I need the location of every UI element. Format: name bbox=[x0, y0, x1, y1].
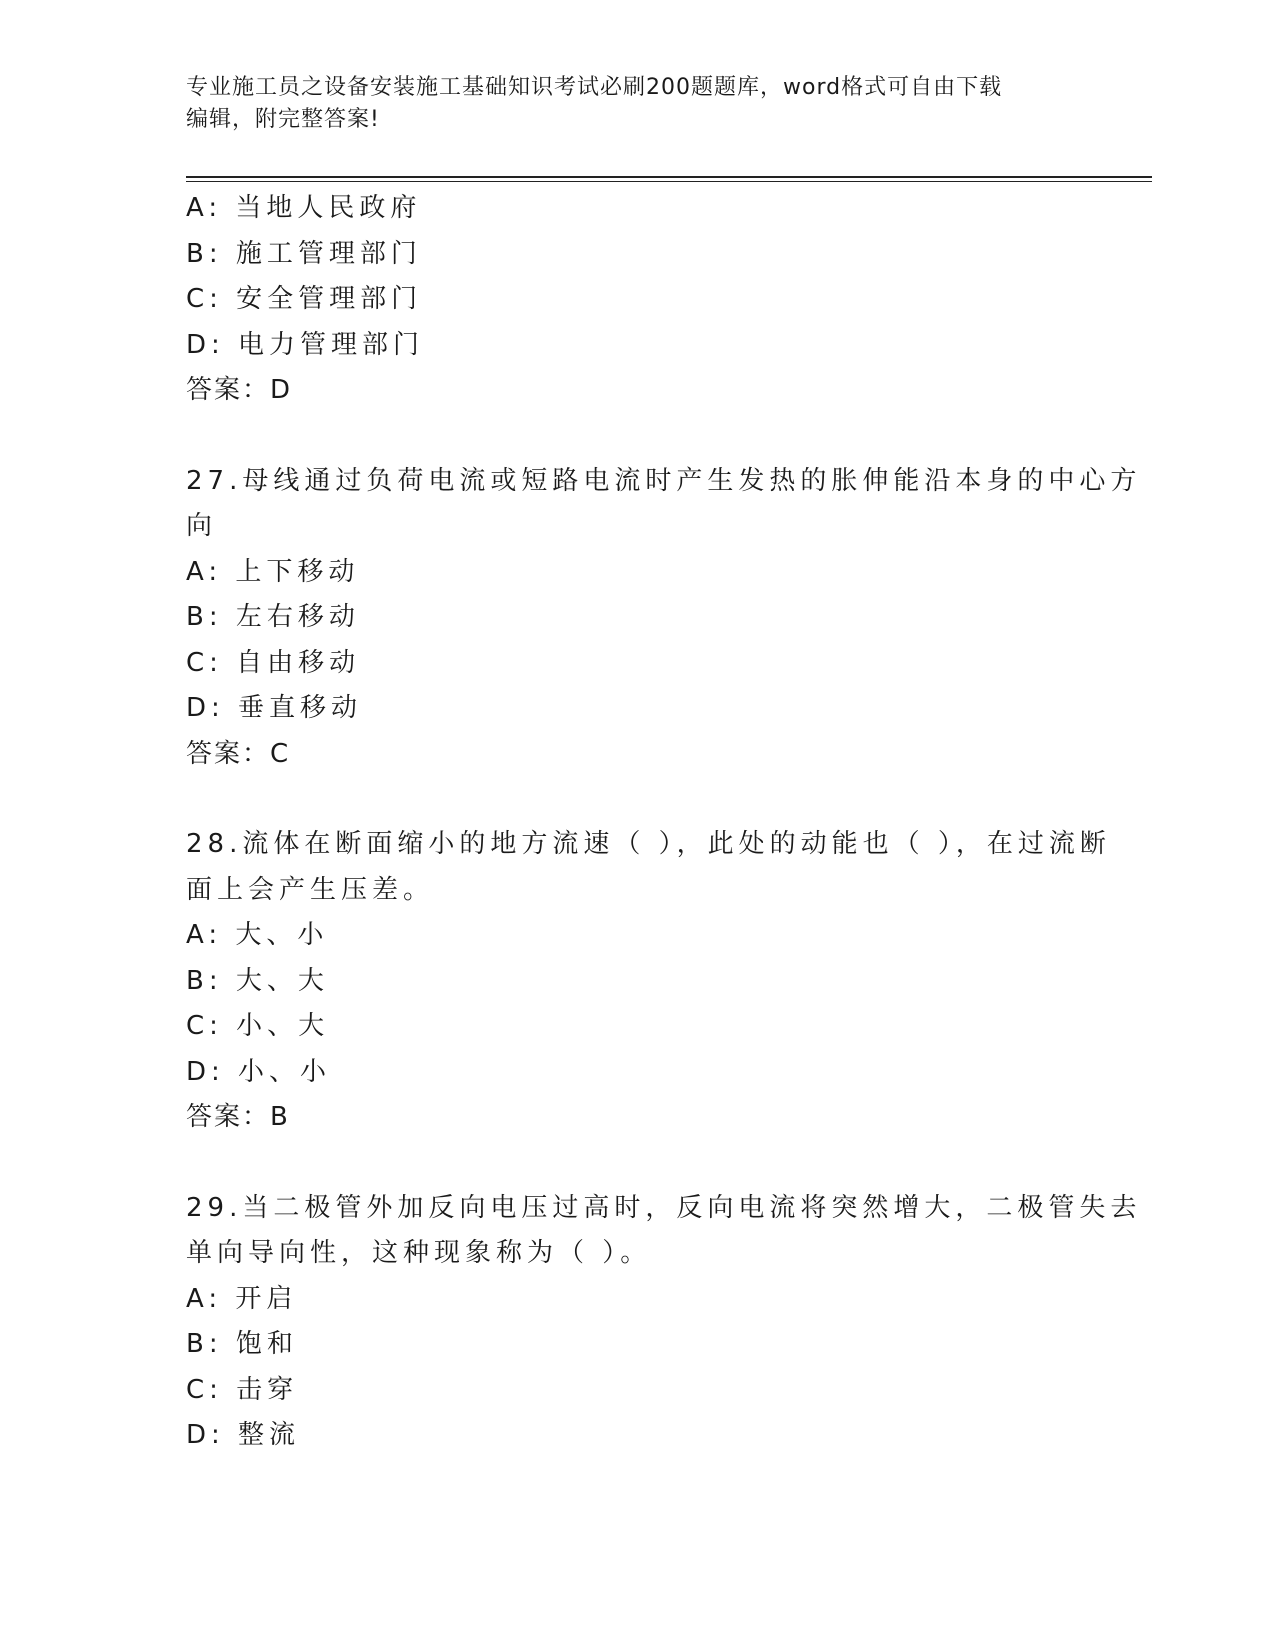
question-26 bbox=[186, 186, 1086, 414]
header-title-line-2: 编辑，附完整答案! bbox=[186, 107, 380, 132]
option-c: C: 安全管理部门 bbox=[186, 284, 423, 314]
header-divider-thin bbox=[186, 181, 1152, 182]
header-title-line-1: 专业施工员之设备安装施工基础知识考试必刷200题题库，word格式可自由下载 bbox=[186, 75, 1003, 100]
question-stem-line-2: 向 bbox=[186, 511, 218, 541]
option-d: D: 整流 bbox=[186, 1420, 301, 1450]
option-c: C: 击穿 bbox=[186, 1374, 299, 1405]
option-c: C: 自由移动 bbox=[186, 647, 361, 678]
question-28 bbox=[186, 822, 1111, 1141]
option-a: A: 开启 bbox=[186, 1283, 298, 1314]
header-divider bbox=[186, 176, 1152, 178]
option-b: B: 施工管理部门 bbox=[186, 238, 422, 269]
option-b: B: 饱和 bbox=[186, 1329, 298, 1359]
spacer bbox=[186, 414, 1086, 459]
question-stem-line-1: 27.母线通过负荷电流或短路电流时产生发热的胀伸能沿本身的中心方 bbox=[186, 465, 1142, 496]
option-a: A: 上下移动 bbox=[186, 556, 360, 587]
option-d: D: 垂直移动 bbox=[186, 693, 363, 723]
option-d: D: 电力管理部门 bbox=[186, 329, 425, 360]
question-29 bbox=[186, 1186, 1142, 1459]
question-stem-line-2: 单向导向性，这种现象称为（ ）。 bbox=[186, 1238, 652, 1268]
option-a: A: 大、小 bbox=[186, 920, 329, 950]
answer: 答案：D bbox=[186, 375, 293, 405]
question-stem-line-1: 28.流体在断面缩小的地方流速（ ），此处的动能也（ ），在过流断 bbox=[186, 829, 1111, 859]
option-c: C: 小、大 bbox=[186, 1011, 330, 1041]
question-27 bbox=[186, 459, 1142, 778]
answer: 答案：B bbox=[186, 1102, 290, 1132]
option-b: B: 左右移动 bbox=[186, 602, 360, 632]
question-list bbox=[186, 186, 1142, 1459]
option-a: A: 当地人民政府 bbox=[186, 193, 422, 223]
spacer bbox=[186, 777, 1086, 822]
question-stem-line-1: 29.当二极管外加反向电压过高时，反向电流将突然增大，二极管失去 bbox=[186, 1192, 1142, 1223]
spacer bbox=[186, 1141, 1086, 1186]
answer: 答案：C bbox=[186, 738, 291, 769]
option-d: D: 小、小 bbox=[186, 1056, 332, 1087]
question-stem-line-2: 面上会产生压差。 bbox=[186, 874, 435, 905]
document-header bbox=[186, 72, 1066, 136]
option-b: B: 大、大 bbox=[186, 965, 329, 996]
